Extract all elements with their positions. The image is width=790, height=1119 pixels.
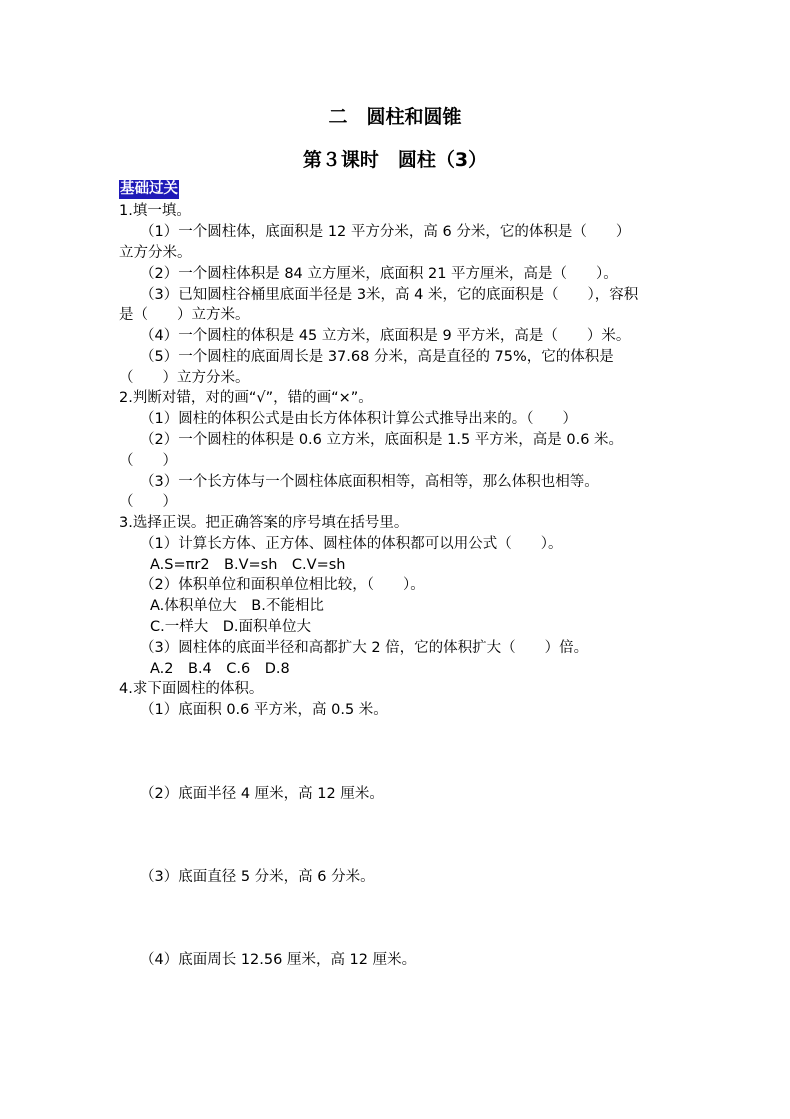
- question-4-line: （2）底面半径 4 厘米，高 12 厘米。: [140, 786, 384, 802]
- question-3-option: A.S=πr2 B.V=sh C.V=sh: [150, 557, 346, 573]
- question-1-line: （1）一个圆柱体，底面积是 12 平方分米，高 6 分米，它的体积是（ ）: [140, 224, 631, 240]
- question-1-line: （3）已知圆柱谷桶里底面半径是 3米，高 4 米，它的底面积是（ ），容积: [140, 287, 639, 303]
- question-4-title: 4.求下面圆柱的体积。: [119, 681, 264, 697]
- question-3-line: （3）圆柱体的底面半径和高都扩大 2 倍，它的体积扩大（ ）倍。: [140, 640, 589, 656]
- question-3-option: C.一样大 D.面积单位大: [150, 619, 312, 635]
- question-4-line: （4）底面周长 12.56 厘米，高 12 厘米。: [140, 952, 417, 968]
- question-2-line: （ ）: [119, 453, 177, 469]
- question-1-line: （ ）立方分米。: [119, 370, 250, 386]
- question-1-title: 1.填一填。: [119, 203, 191, 219]
- question-1-line: （5）一个圆柱的底面周长是 37.68 分米，高是直径的 75%，它的体积是: [140, 349, 614, 365]
- question-2-line: （2）一个圆柱的体积是 0.6 立方米，底面积是 1.5 平方米，高是 0.6 米。: [140, 432, 624, 448]
- question-2-line: （3）一个长方体与一个圆柱体底面积相等，高相等，那么体积也相等。: [140, 474, 599, 490]
- unit-title: 二 圆柱和圆锥: [328, 106, 462, 128]
- question-4-line: （3）底面直径 5 分米，高 6 分米。: [140, 869, 375, 885]
- question-3-line: （2）体积单位和面积单位相比较，（ ）。: [140, 577, 425, 593]
- question-2-title: 2.判断对错，对的画“√”，错的画“×”。: [119, 390, 373, 406]
- question-2-line: （ ）: [119, 494, 177, 510]
- question-3-title: 3.选择正误。把正确答案的序号填在括号里。: [119, 515, 409, 531]
- question-1-line: （2）一个圆柱体积是 84 立方厘米，底面积 21 平方厘米，高是（ ）。: [140, 266, 618, 282]
- question-3-line: （1）计算长方体、正方体、圆柱体的体积都可以用公式（ ）。: [140, 536, 563, 552]
- question-1-line: 是（ ）立方米。: [119, 307, 250, 323]
- question-1-line: 立方分米。: [119, 245, 192, 261]
- question-1-line: （4）一个圆柱的体积是 45 立方米，底面积是 9 平方米，高是（ ）米。: [140, 328, 631, 344]
- lesson-title: 第３课时 圆柱（3）: [302, 149, 488, 171]
- section-tag: 基础过关: [120, 181, 178, 197]
- question-2-line: （1）圆柱的体积公式是由长方体体积计算公式推导出来的。（ ）: [140, 411, 577, 427]
- question-3-option: A.体积单位大 B.不能相比: [150, 598, 324, 614]
- question-3-option: A.2 B.4 C.6 D.8: [150, 661, 290, 677]
- question-4-line: （1）底面积 0.6 平方米，高 0.5 米。: [140, 702, 388, 718]
